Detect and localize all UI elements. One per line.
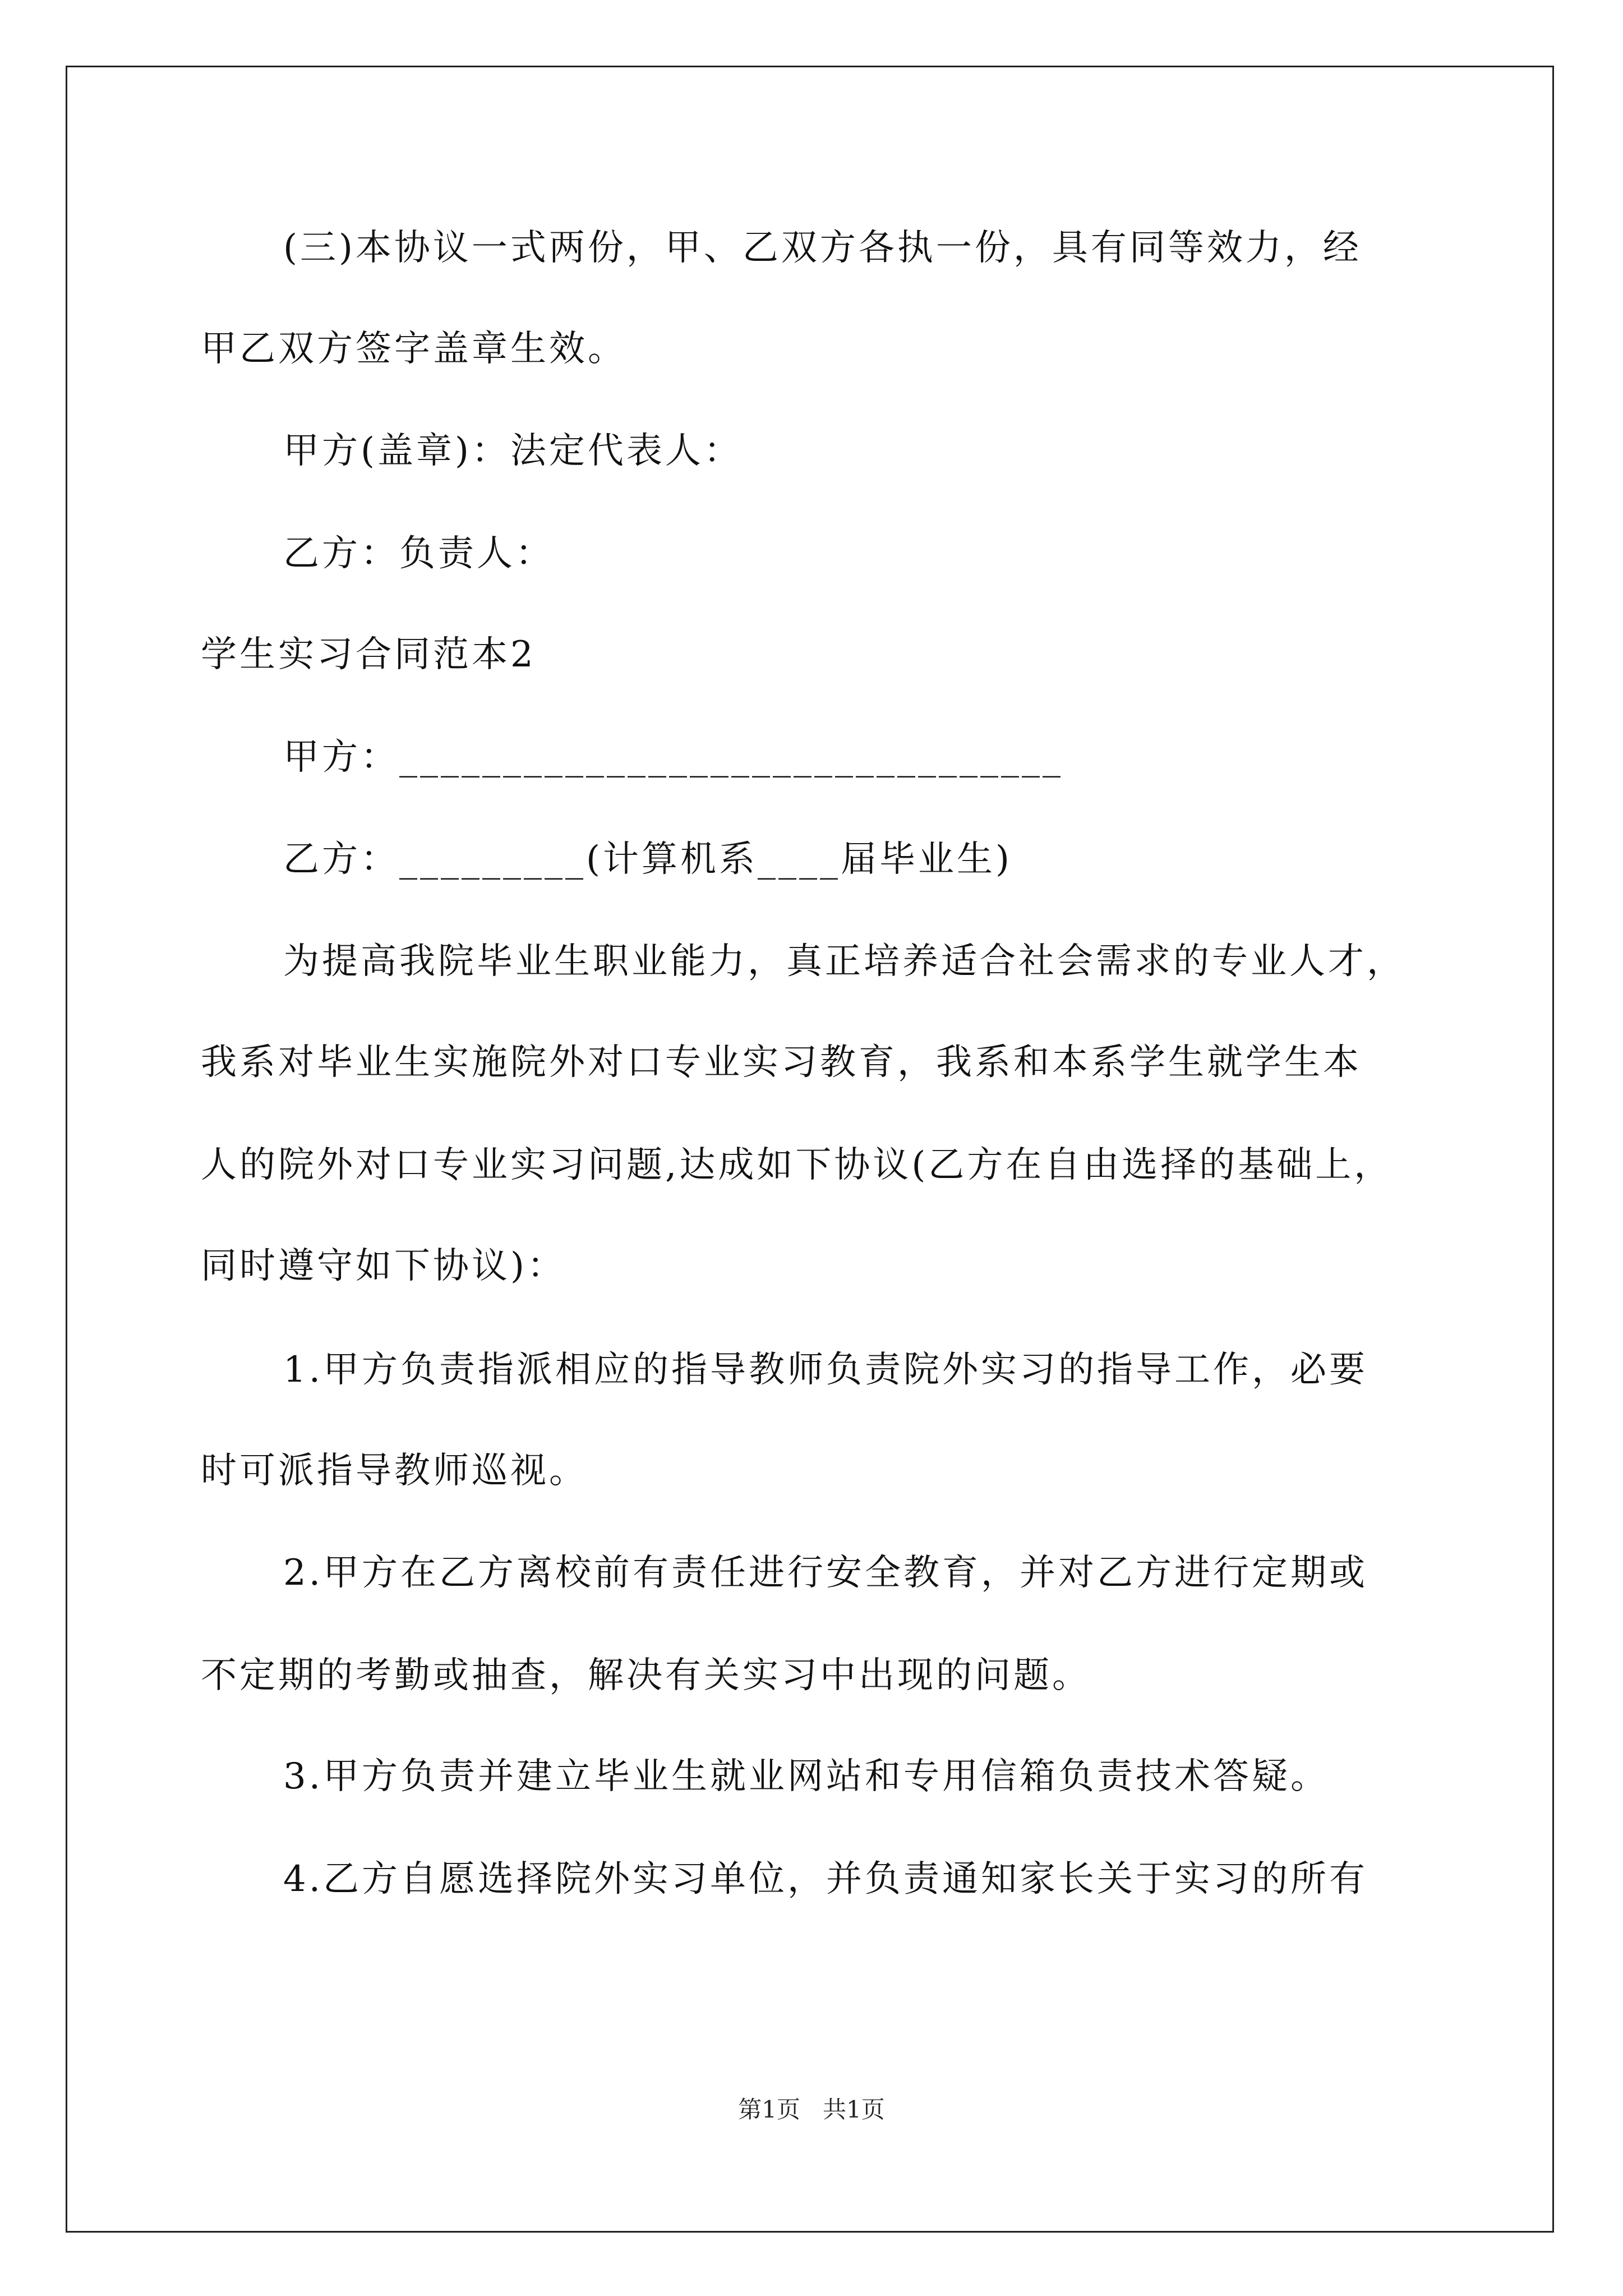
paragraph-line: 人的院外对口专业实习问题,达成如下协议(乙方在自由选择的基础上， (201, 1144, 1393, 1186)
paragraph-line: 甲乙双方签字盖章生效。 (201, 328, 626, 370)
clause-2-line: 2.甲方在乙方离校前有责任进行安全教育，并对乙方进行定期或 (283, 1552, 1368, 1594)
clause-4-line: 4.乙方自愿选择院外实习单位，并负责通知家长关于实习的所有 (283, 1858, 1368, 1900)
paragraph-line: (三)本协议一式两份，甲、乙双方各执一份，具有同等效力，经 (283, 227, 1362, 269)
party-a-field: 甲方：________________________________ (283, 737, 1063, 778)
paragraph-line: 同时遵守如下协议)： (201, 1245, 566, 1287)
paragraph-line: 我系对毕业生实施院外对口专业实习教育，我系和本系学生就学生本 (201, 1042, 1362, 1083)
clause-1-line: 时可派指导教师巡视。 (201, 1450, 588, 1492)
clause-1-line: 1.甲方负责指派相应的指导教师负责院外实习的指导工作，必要 (283, 1349, 1368, 1391)
page-footer: 第1页 共1页 (738, 2096, 885, 2123)
paragraph-line: 为提高我院毕业生职业能力，真正培养适合社会需求的专业人才， (283, 941, 1405, 982)
clause-2-line: 不定期的考勤或抽查，解决有关实习中出现的问题。 (201, 1655, 1091, 1696)
party-b-line: 乙方：负责人： (283, 533, 554, 574)
party-a-seal-line: 甲方(盖章)：法定代表人： (283, 430, 743, 472)
section-heading: 学生实习合同范本2 (201, 634, 536, 675)
clause-3-line: 3.甲方负责并建立毕业生就业网站和专用信箱负责技术答疑。 (283, 1756, 1330, 1797)
party-b-field: 乙方：_________(计算机系____届毕业生) (283, 839, 1012, 880)
